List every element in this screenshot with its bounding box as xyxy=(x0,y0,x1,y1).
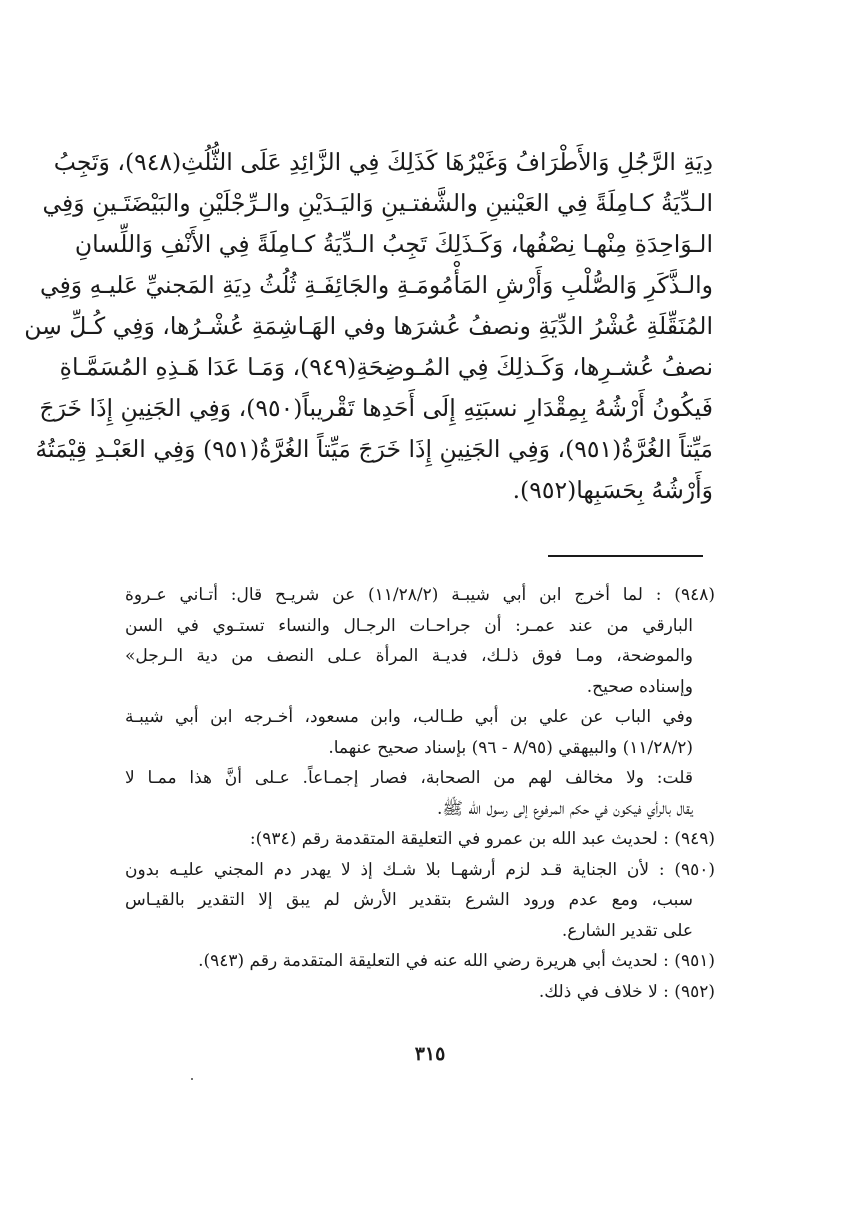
main-text-line: نصفُ عُشـرِها، وَكَـذلِكَ فِي المُـوضِحَةِ(٩٤٩)، وَمَـا عَدَا هَـذِهِ المُسَمَّـاةِ xyxy=(59,353,713,381)
footnote-line: (١١/٢٨/٢) والبيهقي (٨/٩٥ - ٩٦) بإسناد صحيح عنهما. xyxy=(328,737,693,758)
footnote-line: (٩٤٩) : لحديث عبد الله بن عمرو في التعليقة المتقدمة رقم (٩٣٤): xyxy=(249,829,715,849)
footnote-line: (٩٤٨) : لما أخرج ابن أبي شيبـة (١١/٢٨/٢) عن شريـح قال: أتـاني عـروة xyxy=(125,585,715,605)
main-text-line: المُنَقِّلَةِ عُشْرُ الدِّيَةِ ونصفُ عُشرَها وفي الهَـاشِمَةِ عُشْـرُها، وَفِي كُـلِّ سِن xyxy=(24,312,713,340)
footnote-line: (٩٥٢) : لا خلاف في ذلك. xyxy=(538,981,715,1002)
page-number: ٣١٥ xyxy=(414,1043,446,1065)
main-text-line: الـوَاحِدَةِ مِنْهـا نِصْفُها، وَكَـذَلِكَ تَجِبُ الـدِّيَةُ كـامِلَةً فِي الأَنْفِ وَاللِّسانِ xyxy=(74,230,713,258)
footnote-line: (٩٥٠) : لأن الجناية قـد لزم أرشهـا بلا شـك إذ لا يهدر دم المجني عليـه بدون xyxy=(125,859,715,880)
footnote-line: على تقدير الشارع. xyxy=(561,920,693,941)
footnote-line: وفي الباب عن علي بن أبي طـالب، وابن مسعود، أخـرجه ابن أبي شيبـة xyxy=(125,707,693,727)
main-text-line: وَأَرْشُهُ بِحَسَبِها(٩٥٢). xyxy=(512,476,713,504)
footnotes xyxy=(125,580,715,1007)
scan-speck xyxy=(191,1078,193,1080)
main-text-line: مَيِّتاً الغُرَّةُ(٩٥١)، وَفِي الجَنِينِ إِذَا خَرَجَ مَيِّتاً الغُرَّةُ(٩٥١) وَفِي العَبْـدِ قِيْمَتُهُ xyxy=(35,435,713,463)
main-text-line: الـدِّيَةُ كـامِلَةً فِي العَيْنينِ والشَّفتـينِ وَاليَـدَيْنِ والـرِّجْلَيْنِ والبَيْضَتَـينِ وَفِي xyxy=(42,189,713,217)
main-text xyxy=(24,142,713,511)
footnote-line: سبب، ومع عدم ورود الشرع بتقدير الأرش لم يبق إلا التقدير بالقيـاس xyxy=(125,890,693,910)
footnote-line: البارقي من عند عمـر: أن جراحـات الرجـال والنساء تستـوي في السن xyxy=(125,615,693,636)
footnote-line: (٩٥١) : لحديث أبي هريرة رضي الله عنه في التعليقة المتقدمة رقم (٩٤٣). xyxy=(198,951,715,971)
footnote-line: وإسناده صحيح. xyxy=(586,676,693,697)
main-text-line: والـذَّكَرِ وَالصُّلْبِ وَأَرْشِ المَأْمُومَـةِ والجَائِفَـةِ ثُلُثُ دِيَةِ المَجنيِّ عَليـهِ وَفِي xyxy=(39,271,713,299)
main-text-line: دِيَةِ الرَّجُلِ وَالأَطْرَافُ وَغَيْرُهَا كَذَلِكَ فِي الزَّائِدِ عَلَى الثُّلُثِ(٩٤٨)، وَتَجِبُ xyxy=(53,148,713,176)
main-text-line: فَيكُونُ أَرْشُهُ بِمِقْدَارِ نسبَتِهِ إِلَى أَحَدِها تَقْريباً(٩٥٠)، وَفِي الجَنِينِ إِذَا خَرَجَ xyxy=(39,394,713,422)
footnote-line: والموضحة، ومـا فوق ذلـك، فديـة المرأة عـلى النصف من دية الـرجل» xyxy=(125,646,693,666)
footnote-line: يقال بالرأي فيكون في حكم المرفوع إلى رسول الله ﷺ. xyxy=(437,798,693,819)
footnote-separator xyxy=(548,555,703,557)
footnote-line: قلت: ولا مخالف لهم من الصحابة، فصار إجمـاعاً. عـلى أنَّ هذا ممـا لا xyxy=(125,768,693,788)
